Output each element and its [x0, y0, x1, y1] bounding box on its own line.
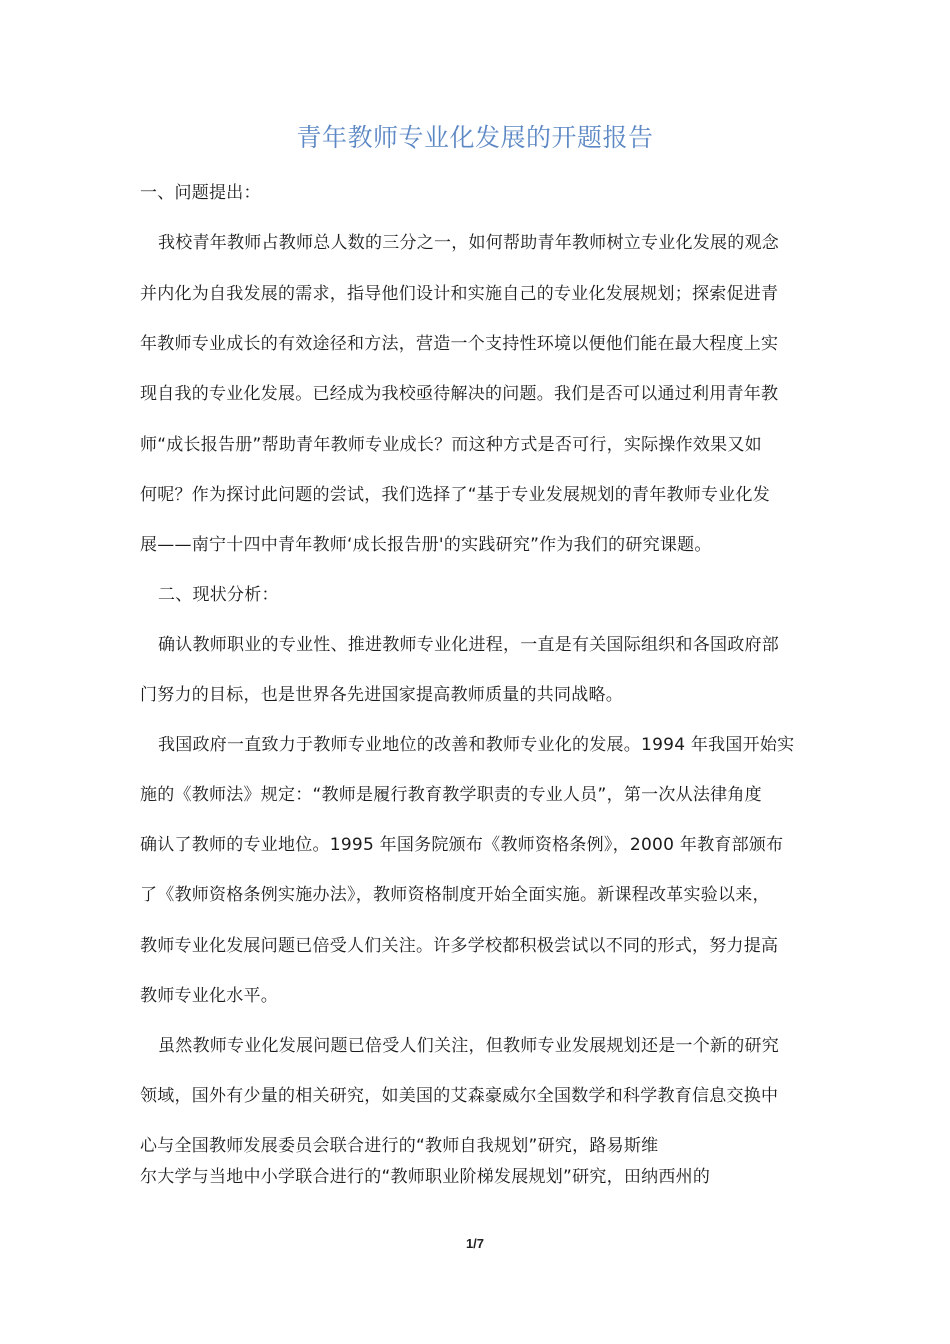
paragraph-line: 师“成长报告册”帮助青年教师专业成长？而这种方式是否可行，实际操作效果又如: [140, 435, 762, 455]
paragraph-line: 了《教师资格条例实施办法》，教师资格制度开始全面实施。新课程改革实验以来，: [140, 885, 770, 905]
paragraph-line: 确认教师职业的专业性、推进教师专业化进程，一直是有关国际组织和各国政府部: [158, 635, 779, 655]
page-number: 1/7: [465, 1236, 485, 1251]
paragraph-line: 何呢？作为探讨此问题的尝试，我们选择了“基于专业发展规划的青年教师专业化发: [140, 485, 771, 505]
paragraph-line: 确认了教师的专业地位。1995 年国务院颁布《教师资格条例》，2000 年教育部颁布: [140, 835, 784, 855]
heading-problem: 一、问题提出：: [140, 183, 261, 203]
paragraph-line: 教师专业化发展问题已倍受人们关注。许多学校都积极尝试以不同的形式，努力提高: [140, 936, 779, 956]
paragraph-line: 心与全国教师发展委员会联合进行的“教师自我规划”研究，路易斯维: [140, 1136, 659, 1156]
paragraph-line: 并内化为自我发展的需求，指导他们设计和实施自己的专业化发展规划；探索促进青: [140, 284, 779, 304]
paragraph-line: 尔大学与当地中小学联合进行的“教师职业阶梯发展规划”研究，田纳西州的: [140, 1167, 711, 1187]
paragraph-line: 现自我的专业化发展。已经成为我校亟待解决的问题。我们是否可以通过利用青年教: [140, 384, 779, 404]
paragraph-line: 门努力的目标，也是世界各先进国家提高教师质量的共同战略。: [140, 685, 623, 705]
heading-status: 二、现状分析：: [158, 585, 279, 605]
paragraph-line: 我国政府一直致力于教师专业地位的改善和教师专业化的发展。1994 年我国开始实: [158, 735, 795, 755]
paragraph-line: 施的《教师法》规定：“教师是履行教育教学职责的专业人员”，第一次从法律角度: [140, 785, 762, 805]
paragraph-line: 我校青年教师占教师总人数的三分之一，如何帮助青年教师树立专业化发展的观念: [158, 233, 779, 253]
paragraph-line: 教师专业化水平。: [140, 986, 278, 1006]
document-title: 青年教师专业化发展的开题报告: [296, 123, 654, 152]
paragraph-line: 年教师专业成长的有效途径和方法，营造一个支持性环境以便他们能在最大程度上实: [140, 334, 779, 354]
paragraph-line: 展——南宁十四中青年教师‘成长报告册'的实践研究”作为我们的研究课题。: [140, 535, 712, 555]
paragraph-line: 领域，国外有少量的相关研究，如美国的艾森豪威尔全国数学和科学教育信息交换中: [140, 1086, 779, 1106]
paragraph-line: 虽然教师专业化发展问题已倍受人们关注，但教师专业发展规划还是一个新的研究: [158, 1036, 779, 1056]
